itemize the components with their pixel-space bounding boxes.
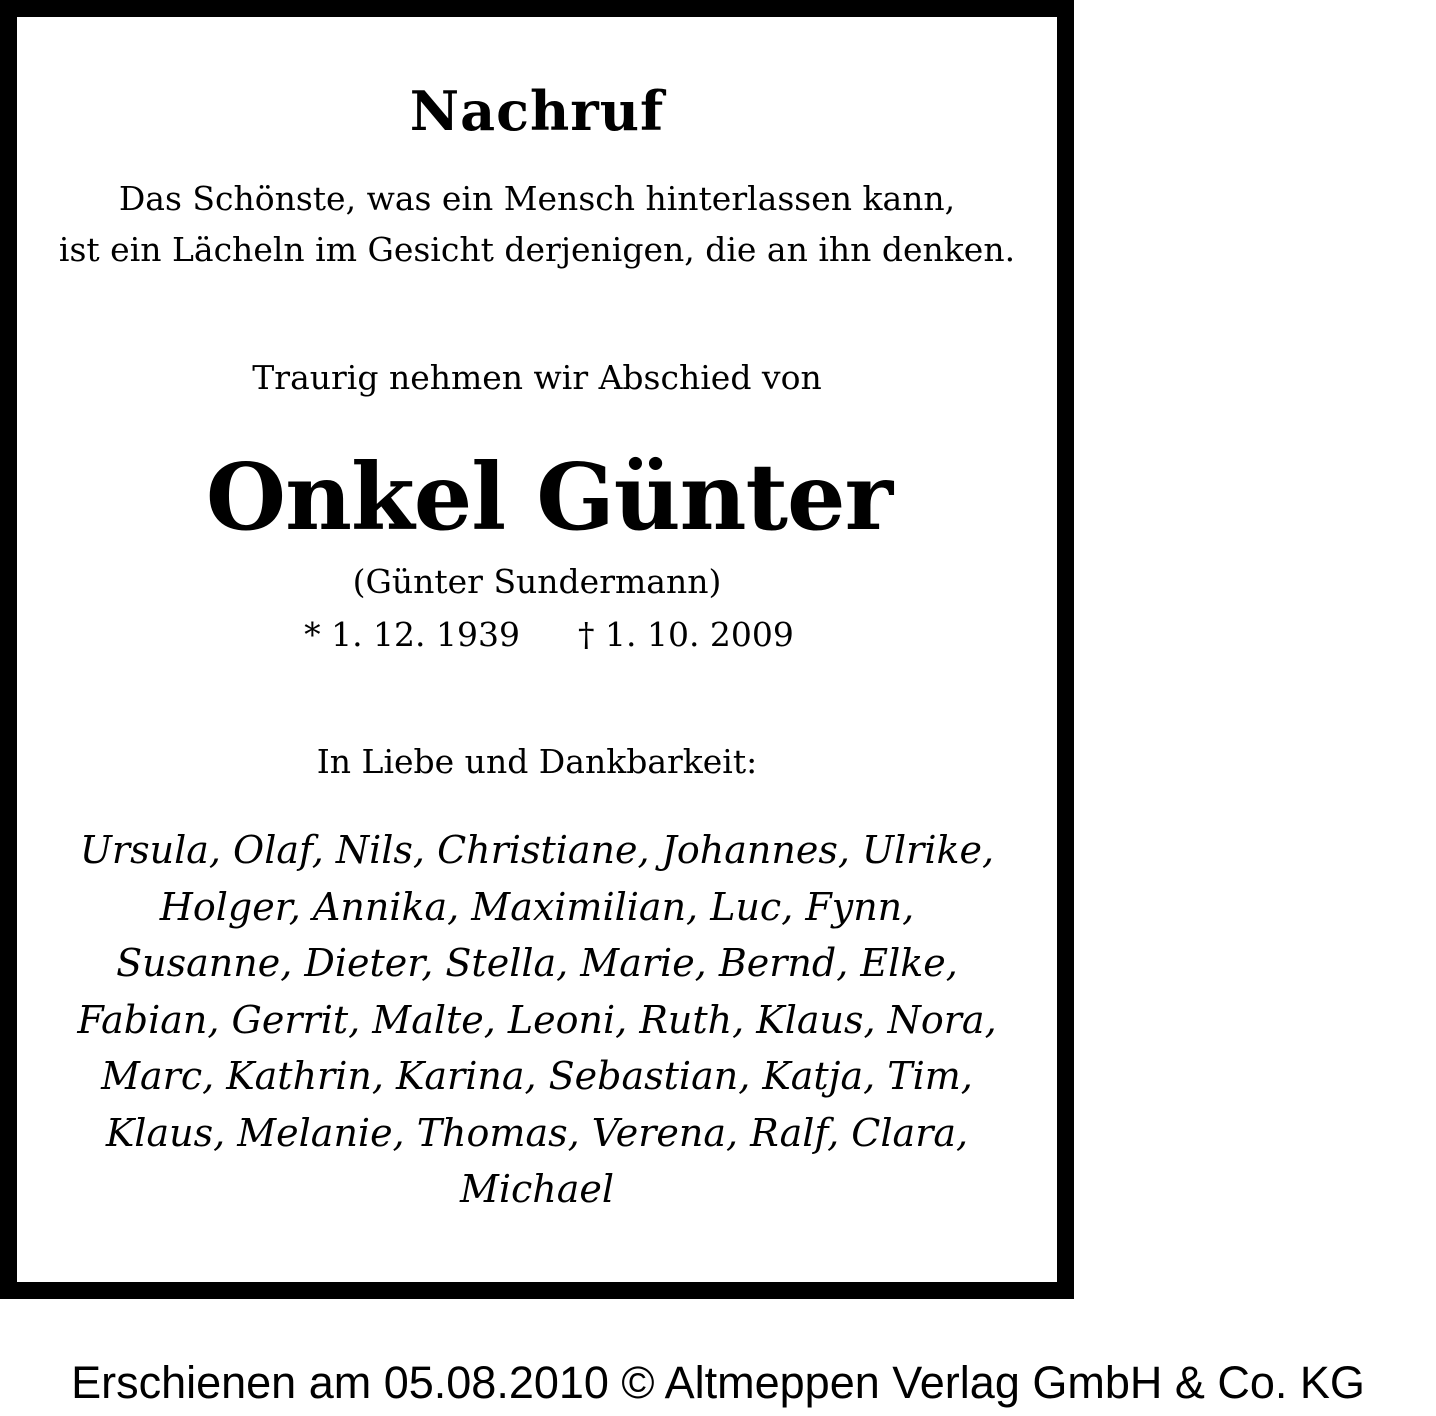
deceased-name: Onkel Günter bbox=[205, 443, 893, 551]
family-names-line: Marc, Kathrin, Karina, Sebastian, Katja, Tim, bbox=[101, 1054, 973, 1098]
family-names-line: Holger, Annika, Maximilian, Luc, Fynn, bbox=[159, 884, 915, 929]
birth-date: * 1. 12. 1939 bbox=[304, 615, 520, 654]
deceased-full-name: (Günter Sundermann) bbox=[352, 562, 722, 601]
death-date: † 1. 10. 2009 bbox=[578, 615, 794, 654]
family-names-line: Klaus, Melanie, Thomas, Verena, Ralf, Clara, bbox=[105, 1110, 969, 1155]
family-names bbox=[17, 822, 1057, 1218]
obituary-content bbox=[17, 17, 1057, 1282]
notice-heading: Nachruf bbox=[409, 79, 665, 143]
publication-footer: Erschienen am 05.08.2010 © Altmeppen Verlag GmbH & Co. KG bbox=[71, 1357, 1365, 1408]
family-names-line: Ursula, Olaf, Nils, Christiane, Johannes, Ulrike, bbox=[79, 828, 995, 872]
family-names-line: Susanne, Dieter, Stella, Marie, Bernd, Elke, bbox=[116, 941, 958, 985]
quote-line-1: Das Schönste, was ein Mensch hinterlassen kann, bbox=[118, 179, 956, 218]
family-names-line: Michael bbox=[459, 1167, 615, 1211]
farewell-intro: Traurig nehmen wir Abschied von bbox=[252, 358, 822, 397]
quote-line-2: ist ein Lächeln im Gesicht derjenigen, die an ihn denken. bbox=[58, 230, 1016, 269]
life-dates bbox=[29, 615, 1069, 654]
family-names-line: Fabian, Gerrit, Malte, Leoni, Ruth, Klaus, Nora, bbox=[77, 997, 997, 1042]
thanks-line: In Liebe und Dankbarkeit: bbox=[316, 742, 758, 781]
